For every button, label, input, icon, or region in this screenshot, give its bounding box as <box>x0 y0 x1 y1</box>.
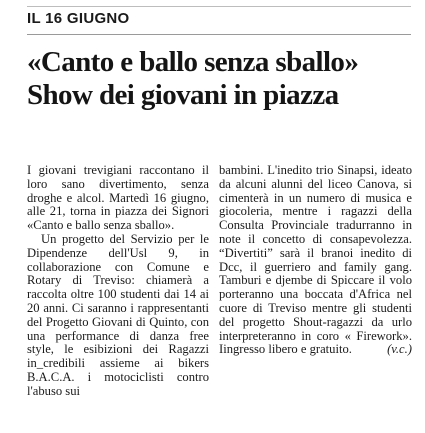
top-divider <box>27 6 411 7</box>
paragraph-intro: I giovani trevigiani raccontano il loro sano divertimento, senza droghe e alcol. Martedì 16 giugno, alle 21, torna in piazza dei Signori «Canto e ballo senza sballo». <box>27 163 209 233</box>
date-kicker: IL 16 GIUGNO <box>27 10 130 27</box>
headline-line-1: «Canto e ballo senza sballo» <box>27 46 359 78</box>
article-column-2 <box>219 164 412 357</box>
article-headline <box>27 46 415 112</box>
paragraph-program-text: bambini. L'inedito trio Sinapsi, ideato da alcuni alunni del liceo Canova, si cimenterà in un numero di musica e giocoleria, mentre i ragazzi della Consulta Provinciale tradurranno in note il concetto di consapevolezza. “Divertiti” sarà il branoi inedito di Dcc, il guerriero and family gang. Tamburi e djembe di Spiccare il volo porteranno una boccata d'Africa nel cuore di Treviso mentre gli studenti del progetto Shout-ragazzi da urlo interpreteranno in coro « Firework». Iingresso libero e gratuito. <box>219 163 412 357</box>
article-column-1 <box>27 164 209 399</box>
headline-line-2: Show dei giovani in piazza <box>27 79 339 111</box>
paragraph-project: Un progetto del Servizio per le Dipendenze dell'Usl 9, in collaborazione con Comune e Rotary di Treviso: chiamerà a raccolta oltre 100 studenti dai 14 ai 20 anni. Ci saranno i rappresentanti del Progetto Giovani di Quinto, con una performance di danza free style, le esibizioni dei Ragazzi in_credibili assieme ai bikers B.A.C.A. i motociclisti contro l'abuso sui <box>27 231 209 398</box>
paragraph-program <box>219 164 412 357</box>
kicker-divider <box>27 34 411 35</box>
author-signature: (v.c.) <box>387 342 412 357</box>
